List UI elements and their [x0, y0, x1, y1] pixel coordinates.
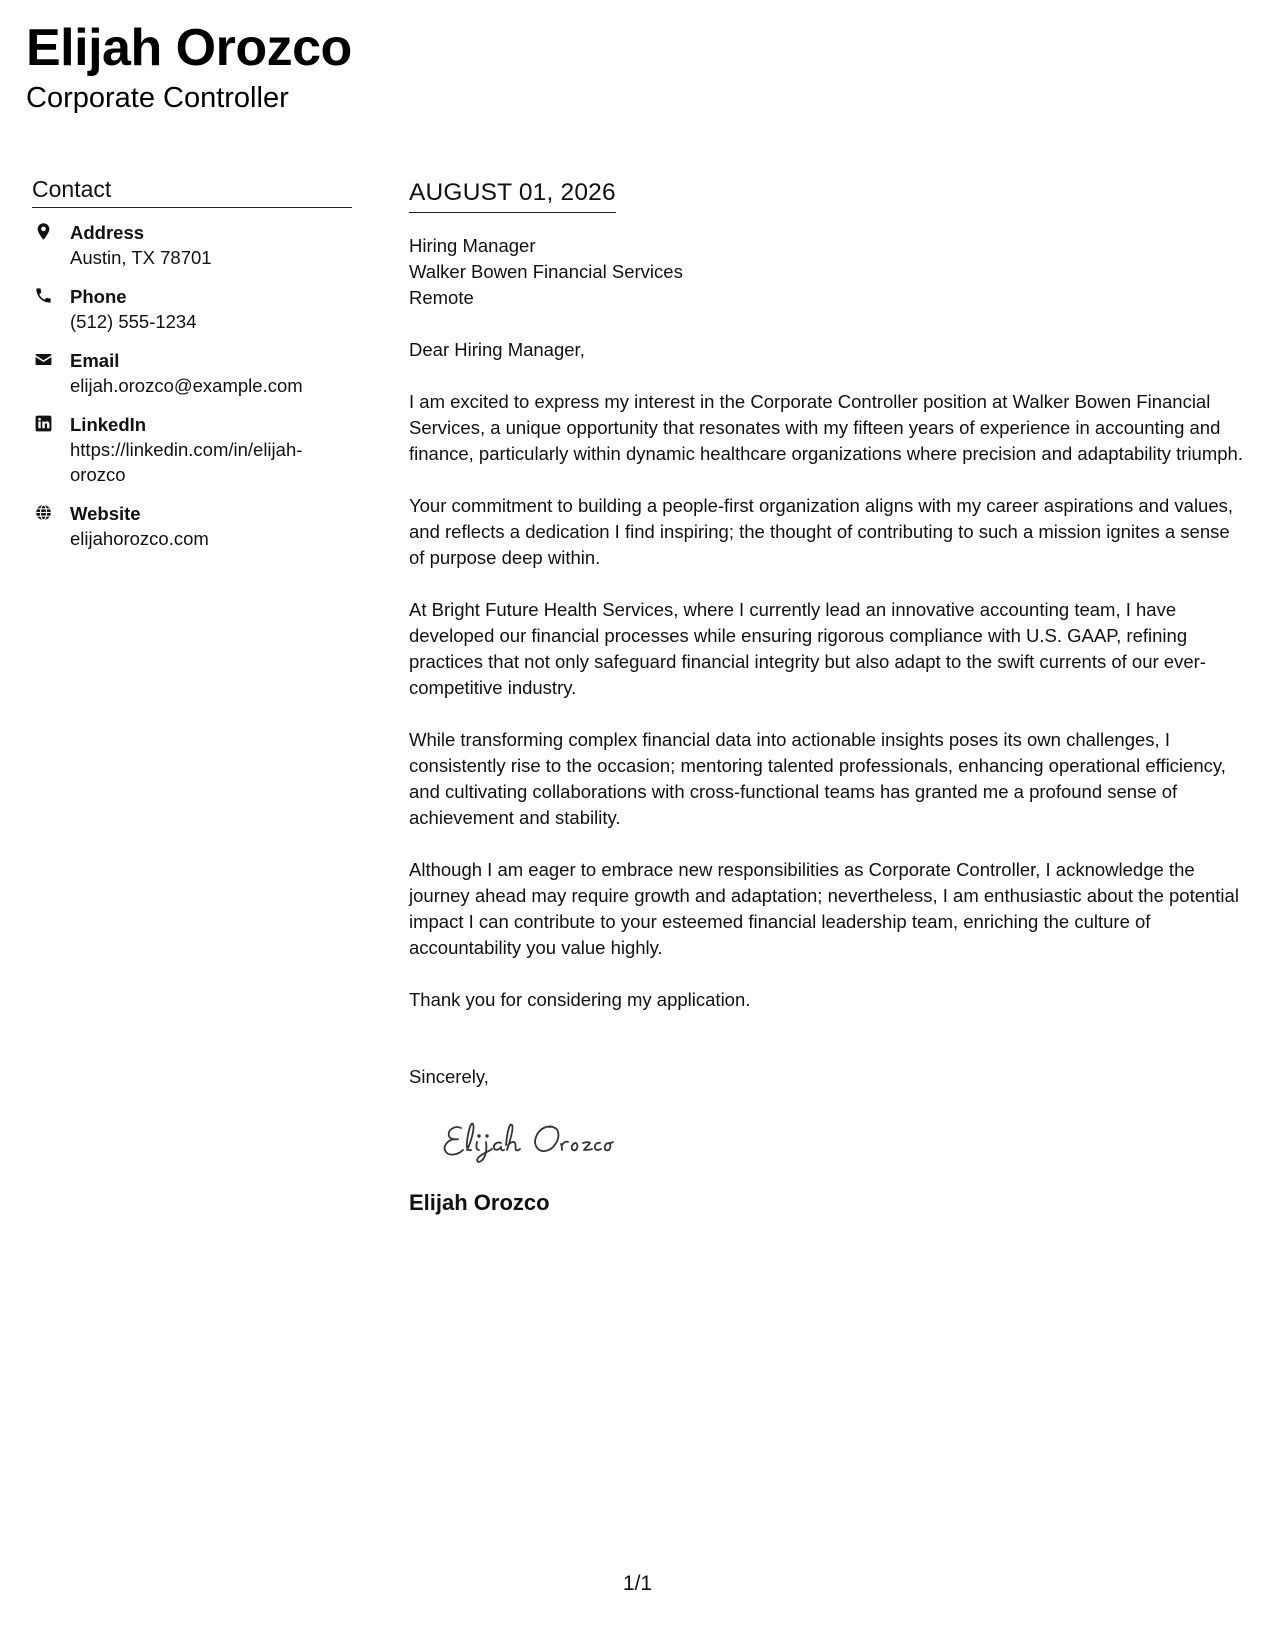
contact-label-website: Website [70, 502, 141, 524]
letter-paragraph: Although I am eager to embrace new responsibilities as Corporate Controller, I acknowledge the journey ahead may require growth and adaptation; nevertheless, I am enthusiastic about the potential impact I can contribute to your esteemed financial leadership team, enriching the culture of accountability you value highly. [409, 859, 1239, 959]
contact-item-email [32, 348, 352, 398]
applicant-name: Elijah Orozco [26, 19, 352, 77]
contact-heading: Contact [32, 176, 352, 208]
contact-item-address [32, 220, 352, 270]
letter-paragraph: I am excited to express my interest in the Corporate Controller position at Walker Bowen Financial Services, a unique opportunity that resonates with my fifteen years of experience in accounting and finance, particularly within dynamic healthcare organizations where precision and adaptability triumph. [409, 391, 1243, 465]
contact-value-email[interactable]: elijah.orozco@example.com [70, 374, 303, 396]
contact-value-linkedin[interactable]: https://linkedin.com/in/elijah-orozco [70, 438, 303, 485]
map-pin-icon [32, 221, 54, 243]
recipient-line: Hiring Manager [409, 235, 536, 257]
phone-icon [32, 285, 54, 307]
contact-value-website[interactable]: elijahorozco.com [70, 527, 209, 549]
letter-paragraph: Your commitment to building a people-first organization aligns with my career aspirations and values, and reflects a dedication I find inspiring; the thought of contributing to such a mission ignites a sense of purpose deep within. [409, 495, 1234, 569]
contact-label-phone: Phone [70, 285, 127, 307]
letter-body [409, 178, 1249, 1217]
contact-label-email: Email [70, 349, 120, 371]
letter-paragraph: At Bright Future Health Services, where I currently lead an innovative accounting team, I have developed our financial processes while ensuring rigorous compliance with U.S. GAAP, refining practices that not only safeguard financial integrity but also adapt to the swift currents of our ever-competitive industry. [409, 599, 1206, 699]
envelope-icon [32, 349, 54, 371]
letter-paragraph: While transforming complex financial data into actionable insights poses its own challenges, I consistently rise to the occasion; mentoring talented professionals, enhancing operational efficiency, and cultivating collaborations with cross-functional teams has granted me a profound sense of achievement and stability. [409, 729, 1226, 829]
contact-label-linkedin: LinkedIn [70, 413, 147, 435]
contact-value-address: Austin, TX 78701 [70, 246, 212, 268]
signed-name: Elijah Orozco [409, 1190, 550, 1216]
recipient-line: Remote [409, 287, 474, 309]
closing: Sincerely, [409, 1066, 489, 1088]
contact-label-address: Address [70, 221, 145, 243]
letter-date: AUGUST 01, 2026 [409, 178, 616, 213]
contact-item-phone [32, 284, 352, 334]
contact-value-phone: (512) 555-1234 [70, 310, 197, 332]
linkedin-icon [32, 413, 54, 435]
applicant-role: Corporate Controller [26, 82, 289, 114]
contact-item-linkedin [32, 412, 352, 487]
globe-icon [32, 502, 54, 524]
letter-paragraph: Thank you for considering my application. [409, 989, 751, 1011]
page-number: 1/1 [622, 1572, 653, 1595]
recipient-line: Walker Bowen Financial Services [409, 261, 683, 283]
handwritten-signature [437, 1106, 677, 1170]
contact-item-website [32, 501, 352, 551]
recipient-block [409, 233, 1249, 311]
salutation: Dear Hiring Manager, [409, 339, 585, 361]
contact-sidebar [32, 176, 352, 565]
